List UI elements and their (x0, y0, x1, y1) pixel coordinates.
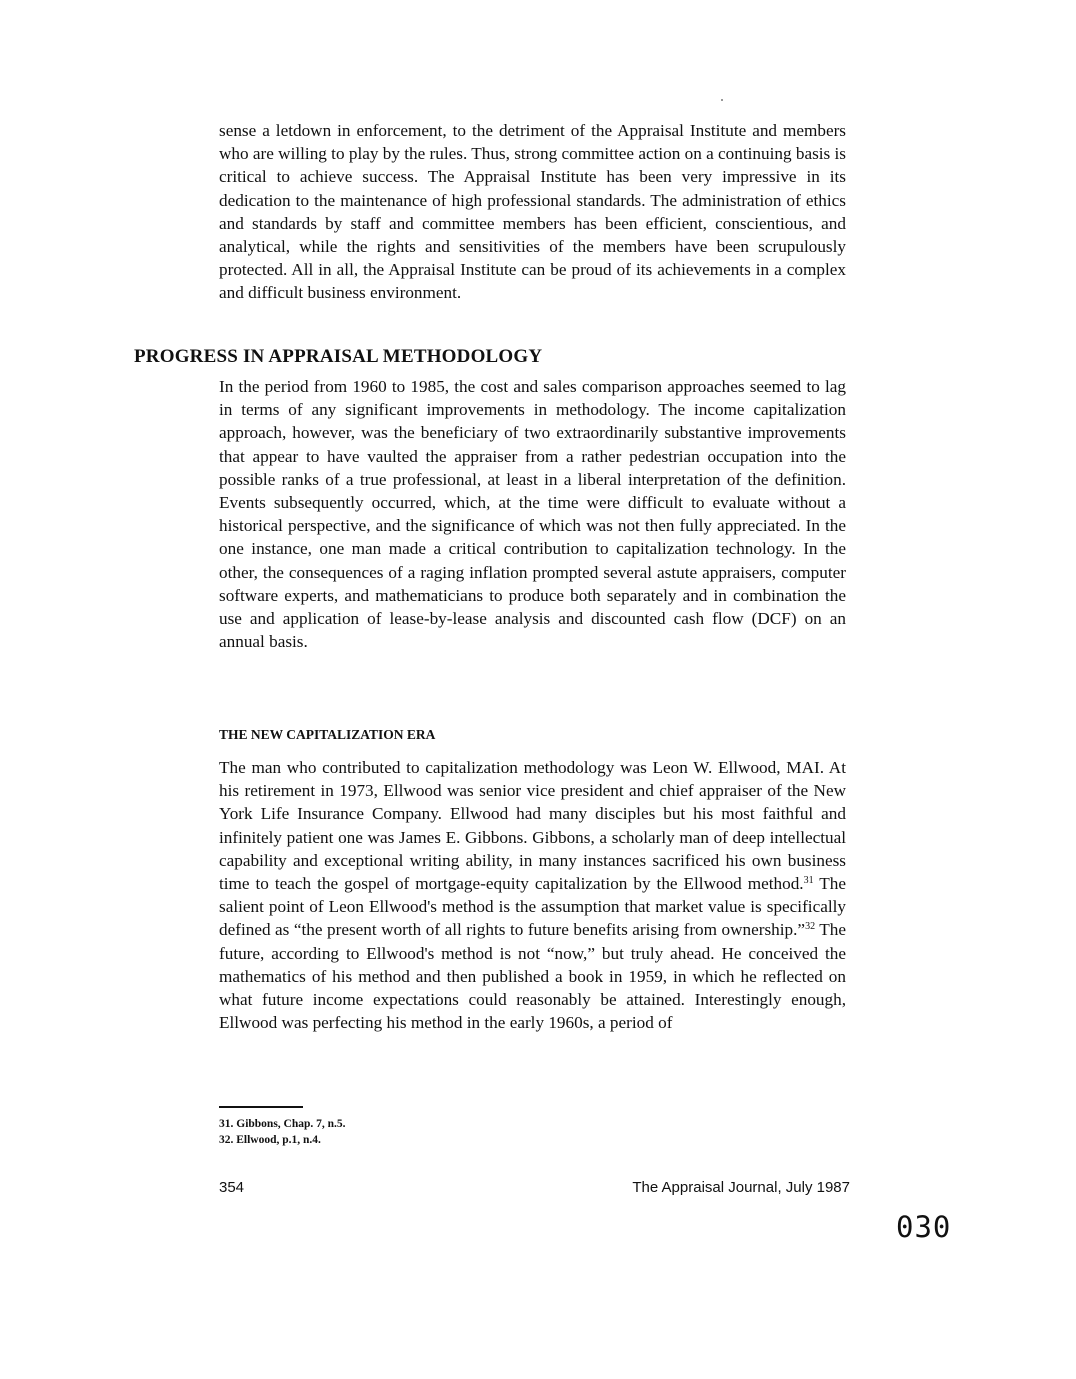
scan-speck (721, 99, 723, 101)
footnote-32: 32. Ellwood, p.1, n.4. (219, 1134, 321, 1146)
paragraph-ellwood-part-3: The future, according to Ellwood's method is not “now,” but truly ahead. He conceived the mathematics of his method and then published a book in 1959, in which he reflected on what future income expectations could reasonably be attained. Interestingly enough, Ellwood was perfecting his method in the early 1960s, a period of (219, 920, 846, 1033)
paragraph-ellwood-part-2: The salient point of Leon Ellwood's method is the assumption that market value is specifically defined as “the present worth of all rights to future benefits arising from ownership.” (219, 874, 846, 940)
footnote-divider (219, 1106, 303, 1108)
paragraph-letdown-enforcement: sense a letdown in enforcement, to the detriment of the Appraisal Institute and members who are willing to play by the rules. Thus, strong committee action on a continuing basis is critical to achieve success. The Appraisal Institute has been very impressive in its dedication to the maintenance of high professional standards. The administration of ethics and standards by staff and committee members has been efficient, conscientious, and analytical, while the rights and sensitivities of the members have been scrupulously protected. All in all, the Appraisal Institute can be proud of its achievements in a complex and difficult business environment. (219, 121, 846, 303)
paragraph-methodology-period: In the period from 1960 to 1985, the cost and sales comparison approaches seemed to lag in terms of any significant improvements in methodology. The income capitalization approach, however, was the beneficiary of two extraordinarily substantive improvements that appear to have vaulted the appraiser from a rather pedestrian occupation into the possible ranks of a true professional, at least in a liberal interpretation of the definition. Events subsequently occurred, which, at the time were difficult to evaluate without a historical perspective, and the significance of which was not then fully appreciated. In the one instance, one man made a critical contribution to capitalization technology. In the other, the consequences of a raging inflation prompted several astute appraisers, computer software experts, and mathematicians to produce both separately and in combination the use and application of lease-by-lease analysis and discounted cash flow (DCF) on an annual basis. (219, 377, 846, 652)
journal-footer: The Appraisal Journal, July 1987 (632, 1179, 850, 1196)
page-stamp: 030 (896, 1210, 952, 1244)
paragraph-ellwood-part-1: The man who contributed to capitalization methodology was Leon W. Ellwood, MAI. At his retirement in 1973, Ellwood was senior vice president and chief appraiser of the New York Life Insurance Company. Ellwood had many disciples but his most faithful and infinitely patient one was James E. Gibbons. Gibbons, a scholarly man of deep intellectual capability and exceptional writing ability, in many instances sacrificed his own business time to teach the gospel of mortgage-equity capitalization by the Ellwood method. (219, 758, 846, 894)
footnote-31: 31. Gibbons, Chap. 7, n.5. (219, 1118, 346, 1130)
paragraph-ellwood (219, 756, 846, 1034)
page-number: 354 (219, 1179, 245, 1196)
section-heading: PROGRESS IN APPRAISAL METHODOLOGY (134, 346, 543, 367)
subheading-capitalization-era: THE NEW CAPITALIZATION ERA (219, 727, 436, 742)
footnote-ref-32[interactable]: 32 (805, 921, 816, 933)
footnote-ref-31[interactable]: 31 (803, 875, 814, 887)
